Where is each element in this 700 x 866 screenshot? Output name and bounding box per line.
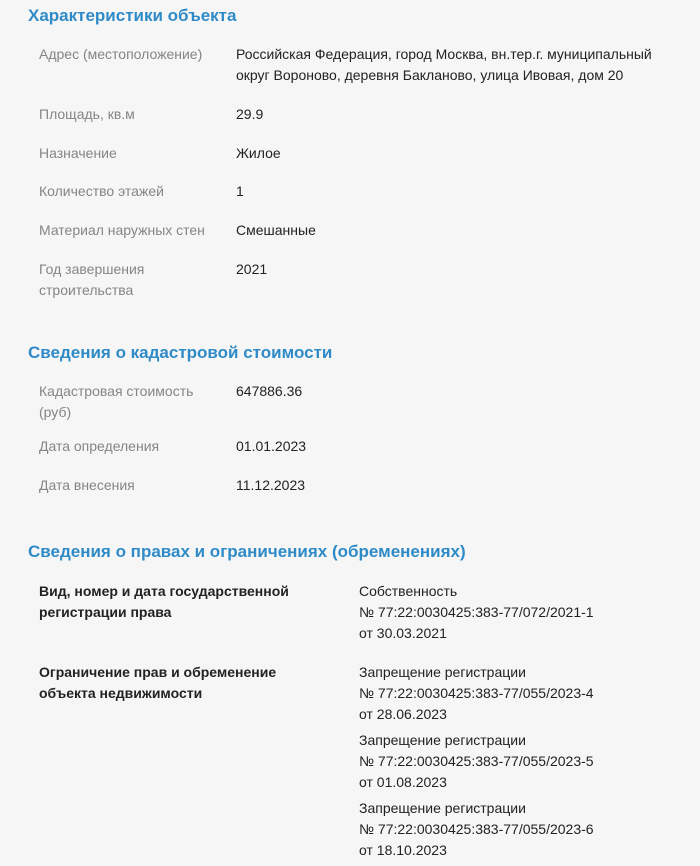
entry-type: Запрещение регистрации (359, 732, 526, 748)
wall-material-value: Смешанные (236, 222, 316, 238)
area-label: Площадь, кв.м (39, 106, 135, 122)
completion-year-value: 2021 (236, 261, 268, 277)
registration-label: Вид, номер и дата государственной регистрации права (39, 583, 289, 620)
entry-number: № 77:22:0030425:383-77/055/2023-4 (359, 685, 594, 701)
registration-entry (359, 581, 689, 644)
wall-material-label: Материал наружных стен (39, 222, 205, 238)
restriction-entry (359, 730, 689, 793)
restriction-entry (359, 798, 689, 861)
floors-value: 1 (236, 183, 244, 199)
area-value: 29.9 (236, 106, 264, 122)
entry-type: Запрещение регистрации (359, 664, 526, 680)
cadastral-value-value: 647886.36 (236, 383, 303, 399)
entry-number: № 77:22:0030425:383-77/072/2021-1 (359, 604, 594, 620)
restrictions-label: Ограничение прав и обременение объекта недвижимости (39, 664, 277, 701)
entry-type: Запрещение регистрации (359, 800, 526, 816)
entry-number: № 77:22:0030425:383-77/055/2023-6 (359, 821, 594, 837)
entry-date: от 30.03.2021 (359, 625, 447, 641)
cadastral-value-label: Кадастровая стоимость (руб) (39, 383, 194, 420)
restrictions-entries (359, 662, 689, 866)
floors-label: Количество этажей (39, 183, 164, 199)
registration-entries (359, 581, 689, 649)
determination-date-label: Дата определения (39, 438, 160, 454)
characteristics-title: Характеристики объекта (28, 6, 237, 25)
completion-year-label: Год завершения строительства (39, 261, 145, 298)
restriction-entry (359, 662, 689, 725)
entry-date: от 01.08.2023 (359, 774, 447, 790)
entry-date: от 18.10.2023 (359, 842, 447, 858)
address-value: Российская Федерация, город Москва, вн.тер.г. муниципальный округ Вороново, деревня Бакланово, улица Ивовая, дом 20 (236, 46, 652, 83)
purpose-label: Назначение (39, 145, 117, 161)
rights-title: Сведения о правах и ограничениях (обременениях) (28, 542, 466, 561)
determination-date-value: 01.01.2023 (236, 438, 307, 454)
entry-date: от 28.06.2023 (359, 706, 447, 722)
entry-number: № 77:22:0030425:383-77/055/2023-5 (359, 753, 594, 769)
entry-date-label: Дата внесения (39, 477, 135, 493)
entry-type: Собственность (359, 583, 458, 599)
address-label: Адрес (местоположение) (39, 46, 203, 62)
purpose-value: Жилое (236, 145, 281, 161)
cadastral-title: Сведения о кадастровой стоимости (28, 343, 333, 362)
entry-date-value: 11.12.2023 (236, 477, 306, 493)
